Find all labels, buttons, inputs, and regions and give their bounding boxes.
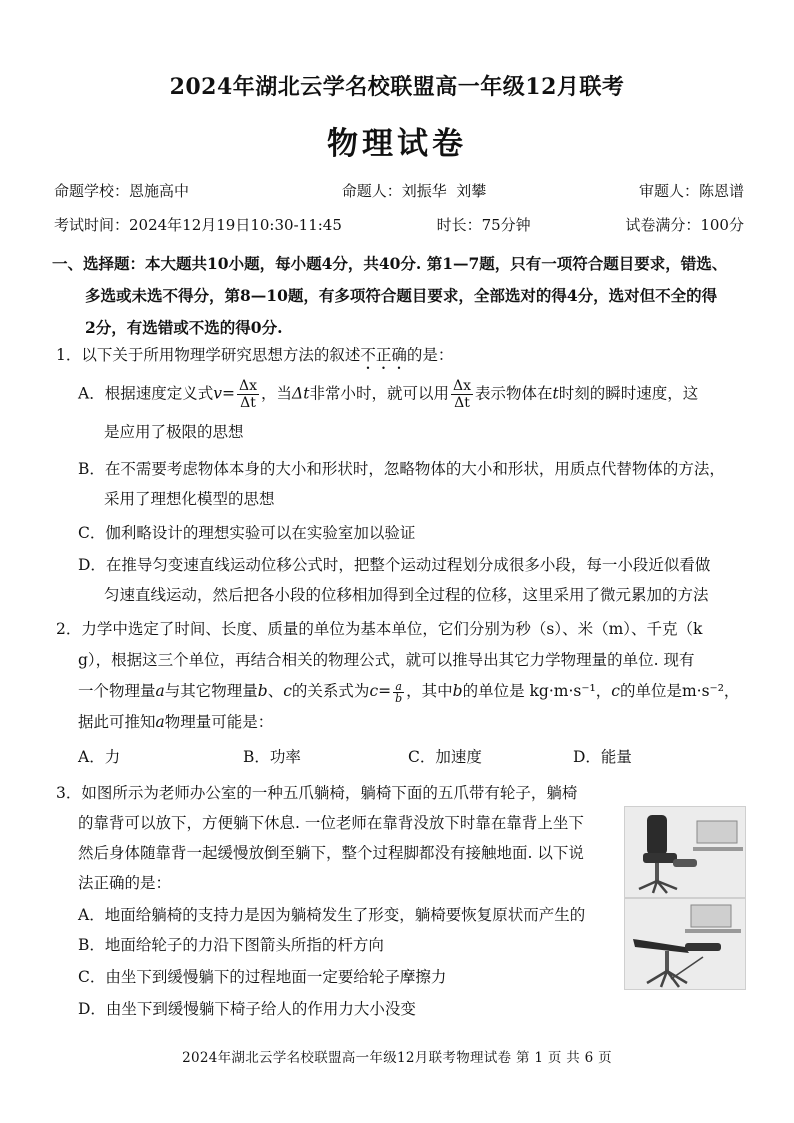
q1-a-text-3: 非常小时，就可以用 bbox=[309, 384, 449, 403]
q3-line-4: 法正确的是： bbox=[78, 874, 172, 892]
q1-option-a bbox=[78, 378, 754, 447]
exam-meta-row-2 bbox=[54, 214, 744, 235]
chair-reclined-photo bbox=[624, 898, 746, 990]
fraction-numerator: Δx bbox=[238, 378, 257, 394]
q2-choice-b: B．功率 bbox=[243, 748, 301, 766]
q1-a-var-dt: Δt bbox=[292, 384, 310, 403]
q2-l3-text-d: 的关系式为 bbox=[291, 682, 370, 700]
question-1-stem bbox=[56, 340, 746, 373]
q2-line-4 bbox=[56, 707, 746, 738]
section-instructions bbox=[52, 248, 752, 344]
q2-unit-c: 的单位是m·s⁻²， bbox=[619, 682, 740, 700]
q1-a-fraction-1 bbox=[237, 378, 259, 411]
q2-choices bbox=[78, 745, 738, 767]
exam-meta-row-1 bbox=[54, 180, 744, 201]
q2-fraction bbox=[393, 681, 404, 704]
q3-option-b bbox=[78, 930, 618, 960]
q3-d-text: D．由坐下到缓慢躺下椅子给人的作用力大小没变 bbox=[78, 1000, 416, 1018]
q1-a-fraction-2 bbox=[451, 378, 473, 411]
q2-var-c: c bbox=[283, 682, 292, 700]
setter-school: 命题学校：恩施高中 bbox=[54, 182, 190, 200]
fraction-numerator: Δx bbox=[452, 378, 471, 394]
q2-var-c2: c bbox=[611, 682, 620, 700]
q2-unit-b: 的单位是 kg·m·s⁻¹， bbox=[462, 682, 612, 700]
exam-subject: 物理试卷 bbox=[327, 126, 467, 162]
q2-line-2: g），根据这三个单位，再结合相关的物理公式，就可以推导出其它力学物理量的单位. 现有 bbox=[78, 651, 695, 669]
q1-stem-end: 的是： bbox=[406, 346, 454, 364]
q3-line-1: 3．如图所示为老师办公室的一种五爪躺椅，躺椅下面的五爪带有轮子，躺椅 bbox=[56, 784, 578, 802]
q1-b-text-2: 采用了理想化模型的思想 bbox=[104, 490, 275, 508]
q2-l3-text-a: 一个物理量 bbox=[78, 682, 156, 700]
section-line-3: 2分，有选错或不选的得0分. bbox=[85, 318, 283, 337]
exam-full-score: 试卷满分：100分 bbox=[625, 216, 744, 234]
q1-option-c bbox=[78, 518, 754, 548]
q3-line-3: 然后身体随靠背一起缓慢放倒至躺下，整个过程脚都没有接触地面. 以下说 bbox=[78, 844, 584, 862]
q2-choice-c: C．加速度 bbox=[408, 748, 482, 766]
q2-var-a2: a bbox=[155, 713, 165, 731]
q1-c-text: C．伽利略设计的理想实验可以在实验室加以验证 bbox=[78, 524, 416, 542]
fraction-denominator: Δt bbox=[240, 395, 256, 411]
fraction-denominator: b bbox=[395, 691, 403, 705]
q1-a-var-v: v bbox=[213, 384, 222, 403]
reviewer: 审题人：陈恩谱 bbox=[638, 182, 744, 200]
q2-line-1: 2．力学中选定了时间、长度、质量的单位为基本单位，它们分别为秒（s）、米（m）、千克（k bbox=[56, 620, 703, 638]
q1-d-text-2: 匀速直线运动，然后把各小段的位移相加得到全过程的位移，这里采用了微元累加的方法 bbox=[104, 586, 709, 604]
exam-title: 2024年湖北云学名校联盟高一年级12月联考 bbox=[169, 74, 625, 100]
q1-b-text-1: B．在不需要考虑物体本身的大小和形状时，忽略物体的大小和形状，用质点代替物体的方法， bbox=[78, 460, 725, 478]
q1-stem-text: 1．以下关于所用物理学研究思想方法的叙述 bbox=[56, 346, 361, 364]
q2-choice-d: D．能量 bbox=[573, 748, 632, 766]
q1-a-text-1: A．根据速度定义式 bbox=[78, 384, 214, 403]
question-2-stem bbox=[56, 614, 746, 738]
q2-var-b: b bbox=[257, 682, 268, 700]
section-line-2: 多选或未选不得分，第8—10题，有多项符合题目要求，全部选对的得4分，选对但不全的得 bbox=[85, 286, 718, 305]
q1-a-text-5: 时刻的瞬时速度，这 bbox=[558, 384, 699, 403]
q1-a-text-2: ，当 bbox=[260, 384, 292, 403]
q2-var-b2: b bbox=[452, 682, 463, 700]
setters: 命题人：刘振华 刘攀 bbox=[341, 182, 487, 200]
chair-upright-photo bbox=[624, 806, 746, 898]
q3-line-2: 的靠背可以放下，方便躺下休息. 一位老师在靠背没放下时靠在靠背上坐下 bbox=[78, 814, 584, 832]
q2-var-a: a bbox=[155, 682, 165, 700]
q1-a-eq: = bbox=[221, 384, 235, 403]
exam-time: 考试时间：2024年12月19日10:30-11:45 bbox=[54, 216, 342, 234]
fraction-numerator: a bbox=[393, 681, 404, 693]
q1-a-text-6: 是应用了极限的思想 bbox=[104, 423, 244, 441]
q3-option-c bbox=[78, 962, 618, 992]
q1-d-text-1: D．在推导匀变速直线运动位移公式时，把整个运动过程划分成很多小段，每一小段近似看做 bbox=[78, 556, 711, 574]
q3-b-text: B．地面给轮子的力沿下图箭头所指的杆方向 bbox=[78, 936, 384, 954]
q2-eq: c= bbox=[369, 682, 392, 700]
q3-a-text: A．地面给躺椅的支持力是因为躺椅发生了形变，躺椅要恢复原状而产生的 bbox=[78, 906, 586, 924]
q1-option-d bbox=[78, 550, 754, 610]
section-line-1: 一、选择题：本大题共10小题，每小题4分，共40分. 第1—7题，只有一项符合题目要求，错选、 bbox=[52, 254, 728, 273]
q3-option-a bbox=[78, 900, 618, 930]
q2-l3-text-c: 、 bbox=[267, 682, 284, 700]
fraction-denominator: Δt bbox=[454, 395, 470, 411]
q1-a-text-4: 表示物体在 bbox=[474, 384, 553, 403]
q3-option-d bbox=[78, 994, 618, 1024]
q3-c-text: C．由坐下到缓慢躺下的过程地面一定要给轮子摩擦力 bbox=[78, 968, 447, 986]
q1-emphasis: 不正确 bbox=[360, 346, 407, 364]
page-footer: 2024年湖北云学名校联盟高一年级12月联考物理试卷 第 1 页 共 6 页 bbox=[182, 1050, 612, 1066]
q2-l3-text-b: 与其它物理量 bbox=[164, 682, 258, 700]
q1-option-b bbox=[78, 454, 754, 514]
question-3-stem bbox=[56, 778, 616, 898]
exam-duration: 时长：75分钟 bbox=[436, 216, 531, 234]
q2-l3-text-e: ，其中 bbox=[406, 682, 453, 700]
q1-a-var-t: t bbox=[552, 384, 559, 403]
q2-l4-text-a: 据此可推知 bbox=[78, 713, 156, 731]
q2-l4-text-b: 物理量可能是： bbox=[164, 713, 274, 731]
q2-choice-a: A．力 bbox=[78, 748, 121, 766]
q2-line-3 bbox=[56, 676, 746, 707]
